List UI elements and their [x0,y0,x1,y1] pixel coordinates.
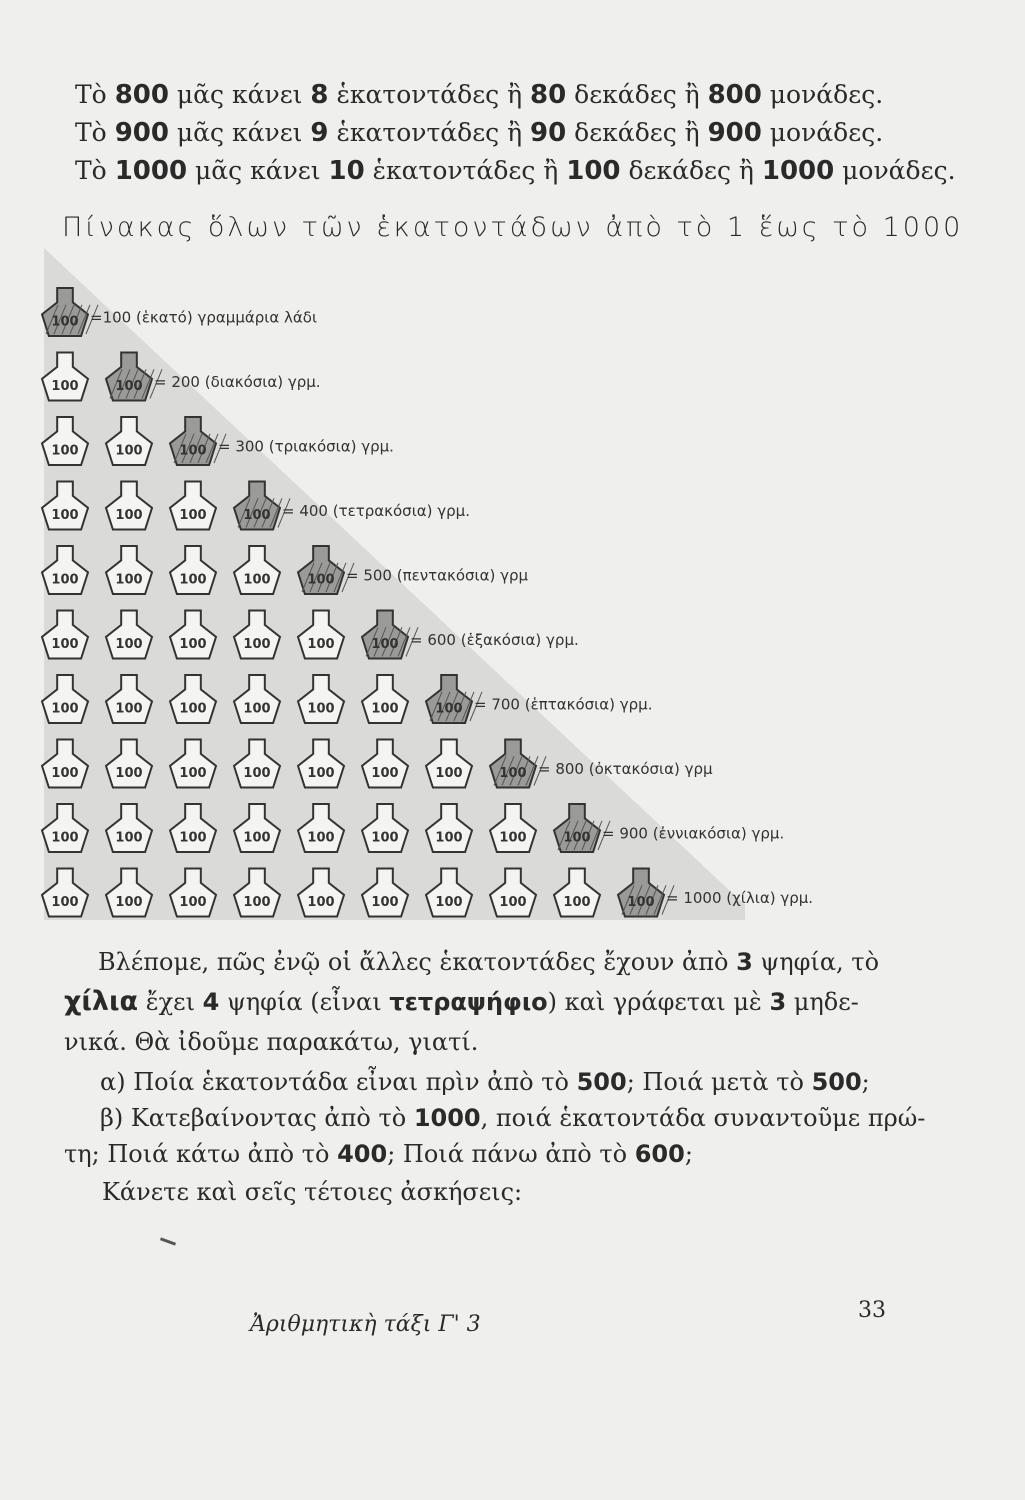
jar-label: 100 [371,636,399,652]
text: ἑκατοντάδες ἢ [328,80,531,109]
jar-label: 100 [179,765,207,781]
text: β) Κατεβαίνοντας ἀπὸ τὸ [100,1104,414,1132]
jar-label: 100 [307,830,335,846]
question-b-line-2 [64,1140,693,1168]
jar-label: 100 [243,572,271,588]
table-title: Πίνακας ὅλων τῶν ἑκατοντάδων ἀπὸ τὸ 1 ἕως τὸ 1000 [62,212,964,243]
jar-label: 100 [371,830,399,846]
question-a [100,1068,870,1096]
text: δεκάδες ἢ [566,80,708,109]
jar-label: 100 [243,701,271,717]
jar-label: 100 [179,572,207,588]
jar-label: 100 [115,894,143,910]
text: μᾶς κάνει [168,118,311,147]
jar-label: 100 [179,636,207,652]
text: Βλέπομε, πῶς ἐνῷ οἱ ἄλλες ἑκατοντάδες ἔχουν ἀπὸ [98,948,737,976]
jar-label: 100 [179,701,207,717]
number: 600 [634,1140,685,1168]
jar-label: 100 [51,443,79,459]
text: ἔχει [138,988,203,1016]
text: ψηφία, τὸ [752,948,880,976]
number: 1000 [761,156,835,186]
row-label: = 800 (ὀκτακόσια) γρμ [538,760,713,779]
jar-label: 100 [307,701,335,717]
jar-label: 100 [51,894,79,910]
jar-label: 100 [115,378,143,394]
jar-label: 100 [179,507,207,523]
text: Κάνετε καὶ σεῖς τέτοιες ἀσκήσεις: [102,1178,523,1206]
text: ; [861,1068,870,1096]
row-label: = 200 (διακόσια) γρμ. [154,373,321,392]
footer-book-title: Ἀριθμητικὴ τάξι Γ' 3 [250,1312,481,1337]
jar-label: 100 [563,830,591,846]
jar-label: 100 [435,830,463,846]
jar-label: 100 [307,765,335,781]
number: 3 [736,948,753,976]
text: Τὸ [75,156,115,185]
jar-label: 100 [499,765,527,781]
text: ) καὶ γράφεται μὲ [547,988,770,1016]
jar-label: 100 [371,894,399,910]
jar-label: 100 [51,701,79,717]
jar-label: 100 [243,636,271,652]
keyword: χίλια [64,986,139,1017]
row-label: = 300 (τριακόσια) γρμ. [218,437,394,456]
jar-label: 100 [51,572,79,588]
text: , ποιά ἑκατοντάδα συναντοῦμε πρώ- [480,1104,926,1132]
text: δεκάδες ἢ [566,118,708,147]
row-label: = 400 (τετρακόσια) γρμ. [282,502,470,521]
text: μονάδες. [761,118,884,147]
text: Τὸ [75,80,115,109]
jar-label: 100 [307,894,335,910]
jar-label: 100 [115,443,143,459]
text: νικά. Θὰ ἰδοῦμε παρακάτω, γιατί. [64,1028,479,1056]
question-b-line-1 [100,1104,925,1132]
jar-label: 100 [115,572,143,588]
jar-label: 100 [243,765,271,781]
jar-label: 100 [307,636,335,652]
text: τη; Ποιά κάτω ἀπὸ τὸ [64,1140,338,1168]
row-label: =100 (ἑκατό) γραμμάρια λάδι [90,308,318,327]
number: 3 [769,988,787,1016]
jar-label: 100 [51,314,79,330]
jar-label: 100 [627,894,655,910]
jar-label: 100 [243,507,271,523]
paragraph-line-2 [64,986,859,1017]
number: 8 [310,80,329,110]
jar-label: 100 [563,894,591,910]
number: 800 [707,80,762,110]
text: ; Ποιά πάνω ἀπὸ τὸ [387,1140,635,1168]
text: μᾶς κάνει [168,80,311,109]
text: ἑκατοντάδες ἢ [328,118,531,147]
jar-label: 100 [435,701,463,717]
text: Τὸ [75,118,115,147]
closing-line [102,1178,522,1206]
jar-label: 100 [51,378,79,394]
text: μονάδες. [761,80,884,109]
jar-label: 100 [115,636,143,652]
number: 500 [576,1068,627,1096]
jar-label: 100 [243,894,271,910]
jar-label: 100 [51,765,79,781]
number: 900 [707,118,762,148]
number: 800 [114,80,169,110]
text: ἑκατοντάδες ἢ [364,156,567,185]
number: 900 [114,118,169,148]
jar-label: 100 [115,507,143,523]
jar-label: 100 [435,765,463,781]
text: μᾶς κάνει [187,156,329,185]
page-number: 33 [858,1298,886,1323]
row-label: = 500 (πεντακόσια) γρμ [346,566,529,585]
number: 500 [811,1068,862,1096]
row-label: = 900 (ἐννιακόσια) γρμ. [602,824,785,843]
jar-label: 100 [371,765,399,781]
number: 400 [337,1140,388,1168]
row-label: = 700 (ἑπτακόσια) γρμ. [474,695,653,714]
number: 80 [530,80,567,110]
text: α) Ποία ἑκατοντάδα εἶναι πρὶν ἀπὸ τὸ [100,1068,577,1096]
paragraph-line-1 [98,948,879,976]
jar-label: 100 [51,636,79,652]
jar-label: 100 [179,443,207,459]
jar-label: 100 [179,894,207,910]
jar-label: 100 [51,830,79,846]
jar-label: 100 [51,507,79,523]
jar-label: 100 [499,830,527,846]
jar-label: 100 [115,830,143,846]
jar-label: 100 [435,894,463,910]
text: δεκάδες ἢ [620,156,762,185]
text: ; [684,1140,693,1168]
number: 10 [328,156,365,186]
jar-label: 100 [179,830,207,846]
jar-label: 100 [307,572,335,588]
jar-label: 100 [243,830,271,846]
number: 4 [202,988,220,1016]
row-label: = 1000 (χίλια) γρμ. [666,889,814,908]
paragraph-line-3 [64,1028,478,1056]
jar-label: 100 [115,765,143,781]
number: 100 [566,156,621,186]
keyword: τετραψήφιο [389,988,548,1016]
jar-label: 100 [371,701,399,717]
number: 9 [310,118,329,148]
number: 90 [530,118,567,148]
text: μηδε- [786,988,859,1016]
number: 1000 [413,1104,481,1132]
jar-label: 100 [115,701,143,717]
row-label: = 600 (ἑξακόσια) γρμ. [410,631,579,650]
text: ψηφία (εἶναι [219,988,390,1016]
text: ; Ποιά μετὰ τὸ [626,1068,812,1096]
jar-label: 100 [499,894,527,910]
number: 1000 [114,156,188,186]
text: μονάδες. [834,156,956,185]
